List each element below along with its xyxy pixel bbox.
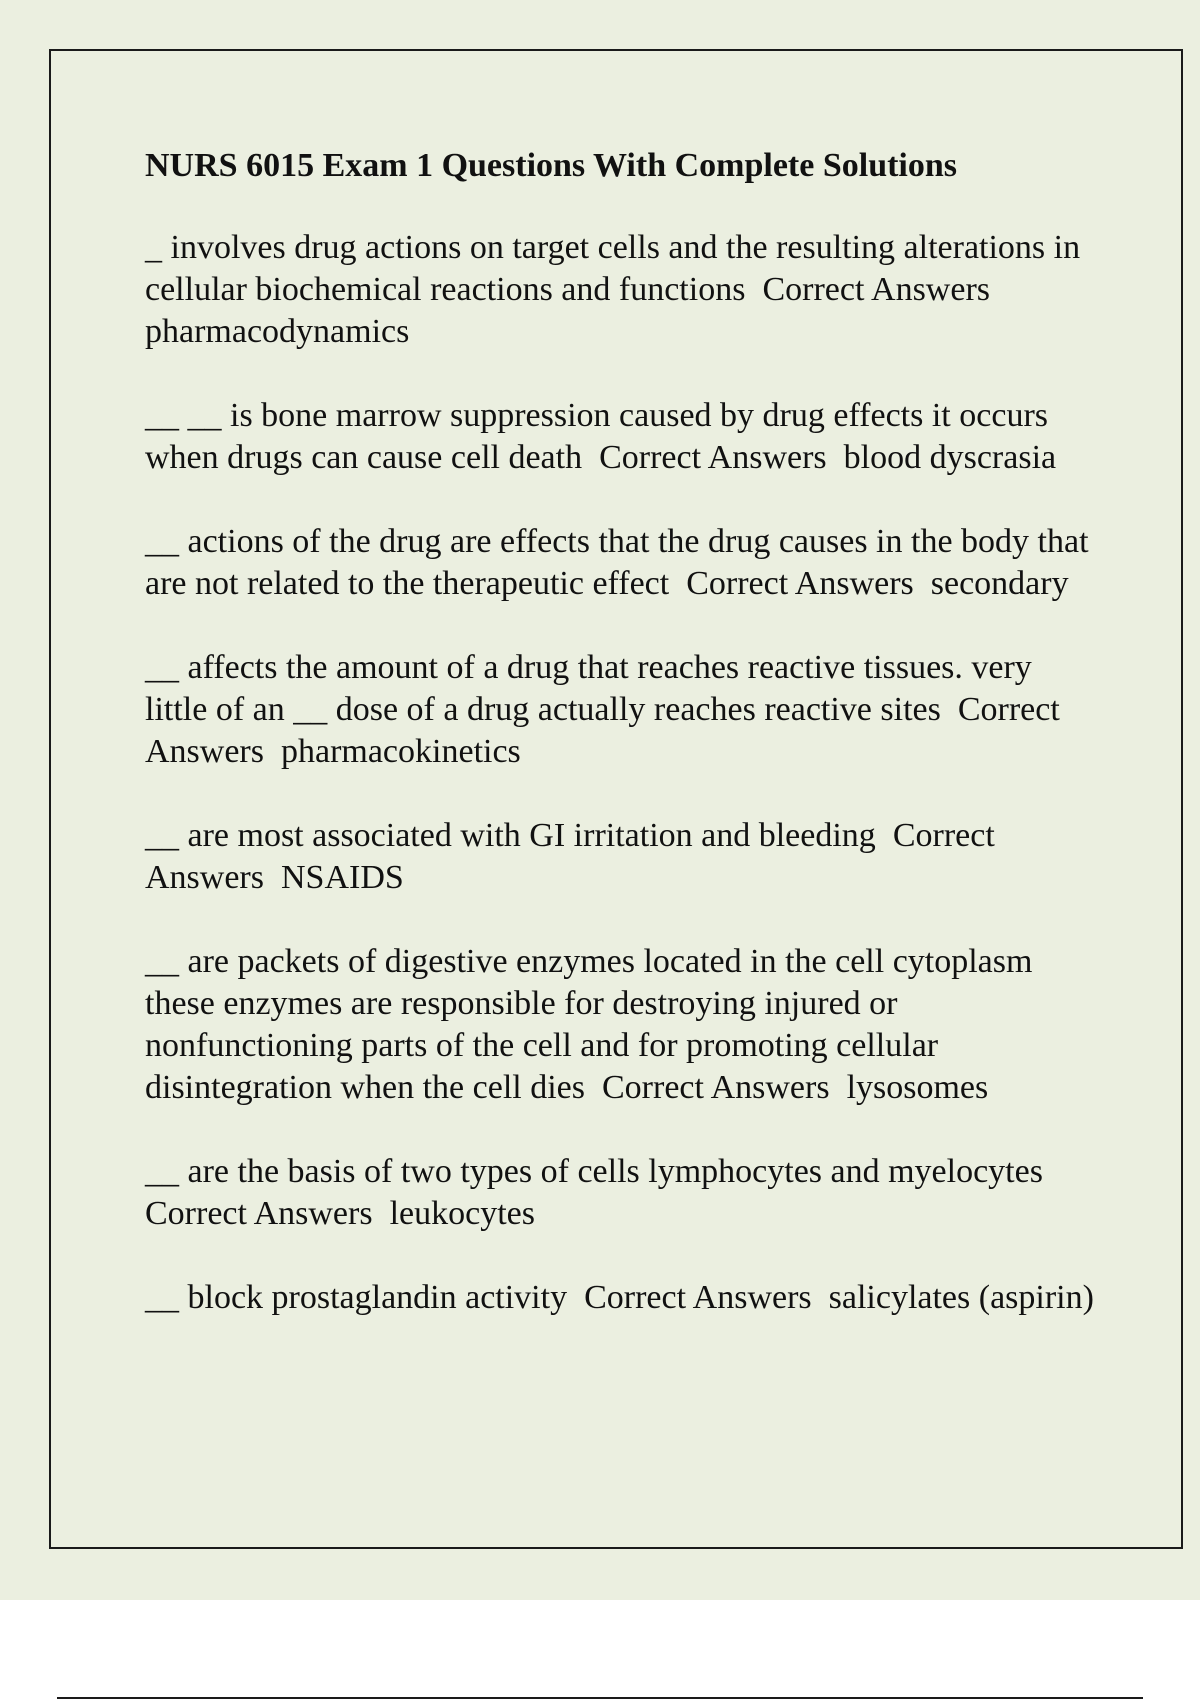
question-text: _ involves drug actions on target cells and the resulting alterations in cellular biochemical reactions and functions <box>145 229 1089 308</box>
answer-text: lysosomes <box>846 1069 989 1106</box>
correct-answers-label: Correct Answers <box>602 1069 830 1106</box>
correct-answers-label: Correct Answers <box>584 1279 812 1316</box>
qa-item <box>145 521 1098 605</box>
qa-item <box>145 941 1095 1109</box>
answer-text: blood dyscrasia <box>843 439 1057 476</box>
question-text: __ __ is bone marrow suppression caused by drug effects it occurs when drugs can cause cell death <box>145 397 1057 476</box>
correct-answers-label: Correct Answers <box>599 439 827 476</box>
footer-divider <box>57 1697 1143 1699</box>
qa-item <box>145 395 1095 479</box>
answer-text: pharmacokinetics <box>280 733 521 770</box>
question-text: __ are packets of digestive enzymes located in the cell cytoplasm these enzymes are responsible for destroying injured or nonfunctioning parts of the cell and for promoting cellular disintegration when the cell dies <box>145 943 1041 1106</box>
document-title: NURS 6015 Exam 1 Questions With Complete Solutions <box>145 147 958 184</box>
correct-answers-label: Correct Answers <box>145 817 1002 896</box>
question-text: __ actions of the drug are effects that the drug causes in the body that are not related to the therapeutic effect <box>145 523 1098 602</box>
qa-item <box>145 1277 1095 1319</box>
answer-text: NSAIDS <box>280 859 404 896</box>
qa-item <box>145 815 1095 899</box>
qa-item <box>145 227 1095 353</box>
question-text: __ affects the amount of a drug that reaches reactive tissues. very little of an __ dose of a drug actually reaches reactive sites <box>145 649 1041 728</box>
question-text: __ block prostaglandin activity <box>145 1279 568 1316</box>
correct-answers-label: Correct Answers <box>686 565 914 602</box>
qa-item <box>145 647 1095 773</box>
answer-text: leukocytes <box>389 1195 535 1232</box>
correct-answers-label: Correct Answers <box>145 1195 373 1232</box>
correct-answers-label: Correct Answers <box>762 271 990 308</box>
answer-text: salicylates (aspirin) <box>828 1279 1094 1316</box>
question-text: __ are most associated with GI irritation and bleeding <box>145 817 876 854</box>
answer-text: pharmacodynamics <box>145 313 410 350</box>
answer-text: secondary <box>930 565 1069 602</box>
qa-item <box>145 1151 1095 1235</box>
correct-answers-label: Correct Answers <box>145 691 1067 770</box>
document-body <box>145 145 1098 1361</box>
question-text: __ are the basis of two types of cells lymphocytes and myelocytes <box>145 1153 1043 1190</box>
